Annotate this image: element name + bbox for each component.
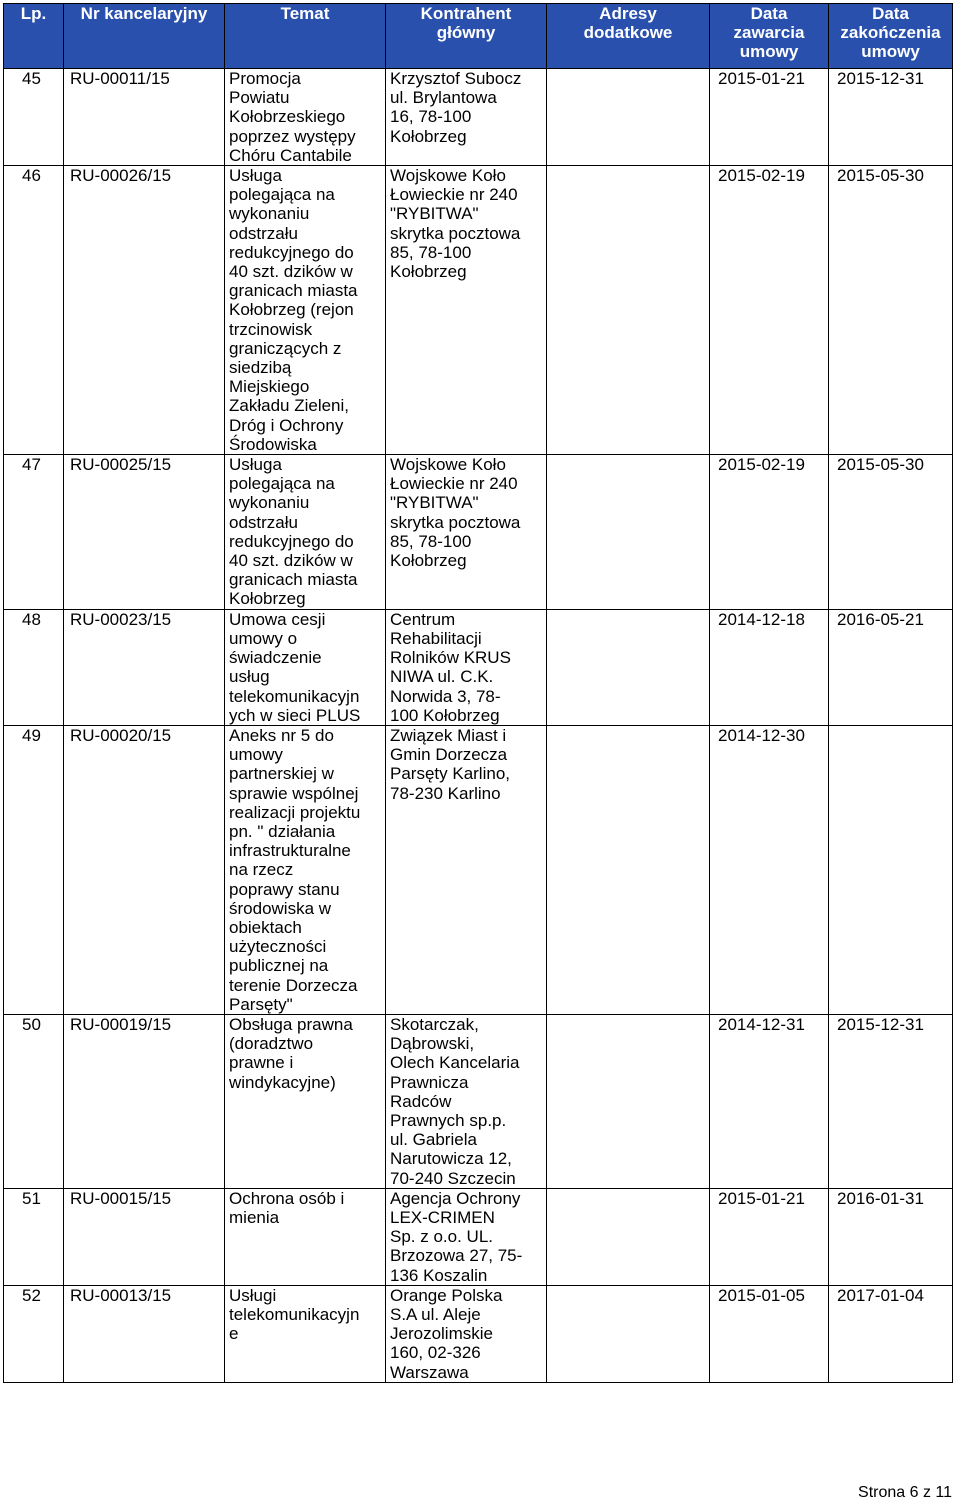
cell-adresy	[547, 455, 710, 610]
cell-nr: RU-00011/15	[64, 69, 225, 166]
cell-data-zakonczenia: 2017-01-04	[829, 1285, 953, 1382]
cell-kontrahent: Wojskowe Koło Łowieckie nr 240 "RYBITWA" skrytka pocztowa 85, 78-100 Kołobrzeg	[386, 166, 547, 455]
cell-lp: 46	[4, 166, 64, 455]
header-temat: Temat	[225, 4, 386, 69]
table-header	[4, 4, 953, 69]
cell-lp: 48	[4, 609, 64, 725]
cell-data-zawarcia: 2015-02-19	[710, 455, 829, 610]
cell-temat: Usługa polegająca na wykonaniu odstrzału redukcyjnego do 40 szt. dzików w granicach miasta Kołobrzeg (rejon trzcinowisk graniczących z siedzibą Miejskiego Zakładu Zieleni, Dróg i Ochrony Środowiska	[225, 166, 386, 455]
cell-adresy	[547, 725, 710, 1014]
cell-temat: Umowa cesji umowy o świadczenie usług telekomunikacyjn ych w sieci PLUS	[225, 609, 386, 725]
cell-data-zawarcia: 2015-01-05	[710, 1285, 829, 1382]
table-row	[4, 455, 953, 610]
cell-kontrahent: Centrum Rehabilitacji Rolników KRUS NIWA ul. C.K. Norwida 3, 78- 100 Kołobrzeg	[386, 609, 547, 725]
cell-kontrahent: Związek Miast i Gmin Dorzecza Parsęty Karlino, 78-230 Karlino	[386, 725, 547, 1014]
cell-lp: 50	[4, 1014, 64, 1188]
cell-data-zakonczenia: 2015-05-30	[829, 166, 953, 455]
page-number: Strona 6 z 11	[858, 1484, 952, 1501]
cell-data-zawarcia: 2015-01-21	[710, 1188, 829, 1285]
cell-data-zawarcia: 2014-12-31	[710, 1014, 829, 1188]
cell-nr: RU-00026/15	[64, 166, 225, 455]
header-data-zawarcia: Data zawarcia umowy	[710, 4, 829, 69]
cell-data-zakonczenia: 2015-12-31	[829, 69, 953, 166]
cell-data-zawarcia: 2014-12-30	[710, 725, 829, 1014]
cell-nr: RU-00013/15	[64, 1285, 225, 1382]
cell-temat: Aneks nr 5 do umowy partnerskiej w sprawie wspólnej realizacji projektu pn. " działania infrastrukturalne na rzecz poprawy stanu środowiska w obiektach użyteczności publicznej na terenie Dorzecza Parsęty"	[225, 725, 386, 1014]
cell-temat: Ochrona osób i mienia	[225, 1188, 386, 1285]
header-nr-kancelaryjny: Nr kancelaryjny	[64, 4, 225, 69]
cell-nr: RU-00020/15	[64, 725, 225, 1014]
cell-data-zakonczenia: 2016-05-21	[829, 609, 953, 725]
cell-adresy	[547, 1014, 710, 1188]
cell-kontrahent: Agencja Ochrony LEX-CRIMEN Sp. z o.o. UL. Brzozowa 27, 75- 136 Koszalin	[386, 1188, 547, 1285]
cell-adresy	[547, 166, 710, 455]
header-data-zakonczenia: Data zakończenia umowy	[829, 4, 953, 69]
cell-nr: RU-00023/15	[64, 609, 225, 725]
cell-temat: Usługa polegająca na wykonaniu odstrzału redukcyjnego do 40 szt. dzików w granicach miasta Kołobrzeg	[225, 455, 386, 610]
cell-data-zawarcia: 2015-02-19	[710, 166, 829, 455]
cell-kontrahent: Wojskowe Koło Łowieckie nr 240 "RYBITWA" skrytka pocztowa 85, 78-100 Kołobrzeg	[386, 455, 547, 610]
header-adresy: Adresy dodatkowe	[547, 4, 710, 69]
contracts-table	[3, 3, 953, 1383]
cell-lp: 51	[4, 1188, 64, 1285]
table-row	[4, 69, 953, 166]
cell-adresy	[547, 609, 710, 725]
table-row	[4, 166, 953, 455]
table-row	[4, 1285, 953, 1382]
cell-data-zakonczenia: 2015-05-30	[829, 455, 953, 610]
cell-lp: 45	[4, 69, 64, 166]
cell-lp: 52	[4, 1285, 64, 1382]
table-row	[4, 1188, 953, 1285]
header-kontrahent: Kontrahent główny	[386, 4, 547, 69]
cell-data-zakonczenia: 2015-12-31	[829, 1014, 953, 1188]
table-row	[4, 1014, 953, 1188]
cell-temat: Promocja Powiatu Kołobrzeskiego poprzez występy Chóru Cantabile	[225, 69, 386, 166]
cell-kontrahent: Orange Polska S.A ul. Aleje Jerozolimskie 160, 02-326 Warszawa	[386, 1285, 547, 1382]
cell-data-zakonczenia: 2016-01-31	[829, 1188, 953, 1285]
cell-data-zakonczenia	[829, 725, 953, 1014]
cell-data-zawarcia: 2014-12-18	[710, 609, 829, 725]
cell-lp: 47	[4, 455, 64, 610]
cell-nr: RU-00025/15	[64, 455, 225, 610]
cell-lp: 49	[4, 725, 64, 1014]
table-row	[4, 609, 953, 725]
cell-kontrahent: Skotarczak, Dąbrowski, Olech Kancelaria Prawnicza Radców Prawnych sp.p. ul. Gabriela Narutowicza 12, 70-240 Szczecin	[386, 1014, 547, 1188]
cell-kontrahent: Krzysztof Subocz ul. Brylantowa 16, 78-100 Kołobrzeg	[386, 69, 547, 166]
cell-nr: RU-00015/15	[64, 1188, 225, 1285]
cell-adresy	[547, 69, 710, 166]
cell-adresy	[547, 1285, 710, 1382]
cell-temat: Obsługa prawna (doradztwo prawne i windykacyjne)	[225, 1014, 386, 1188]
table-body	[4, 69, 953, 1383]
table-row	[4, 725, 953, 1014]
cell-nr: RU-00019/15	[64, 1014, 225, 1188]
cell-adresy	[547, 1188, 710, 1285]
cell-temat: Usługi telekomunikacyjn e	[225, 1285, 386, 1382]
header-lp: Lp.	[4, 4, 64, 69]
cell-data-zawarcia: 2015-01-21	[710, 69, 829, 166]
